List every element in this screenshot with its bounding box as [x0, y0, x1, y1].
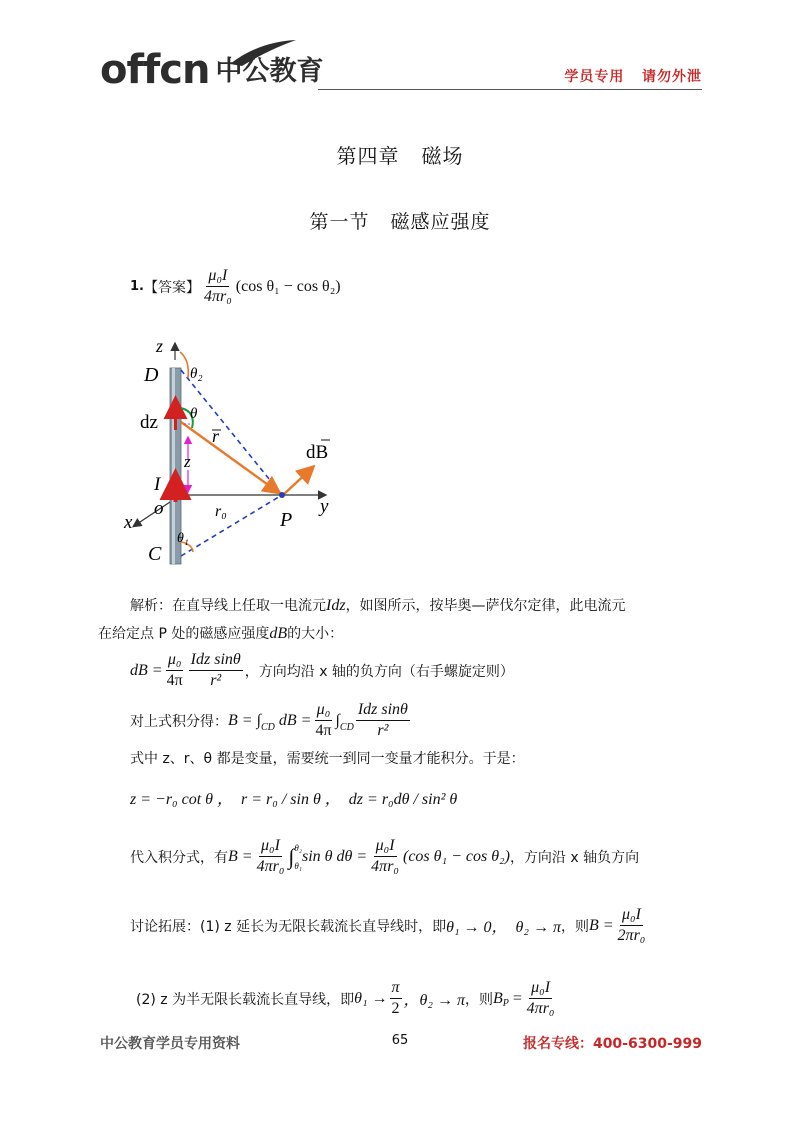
equation-integral: 对上式积分得： B = ∫ $_{CD}$ dB = $\frac{\text{μ₀}}{4\pi}$ ∫ $_{CD}$ $\frac{\text{Idz sinθ}}{\text{r²}}$: [130, 701, 408, 739]
label-theta1: θ₁: [177, 531, 189, 546]
answer-line: [130, 266, 341, 307]
label-dz: dz: [140, 412, 158, 433]
chapter-title: 第四章 磁场: [336, 144, 464, 168]
logo-text-cn: 中公教育: [215, 56, 324, 87]
r-vector: [181, 422, 278, 492]
variables-note: 式中 z、r、θ 都是变量，需要统一到同一变量才能积分。于是：: [130, 751, 525, 767]
answer-label: 【答案】: [143, 279, 200, 296]
label-theta: θ: [190, 406, 198, 422]
x-axis-line: [134, 502, 170, 526]
line-CP: [181, 495, 282, 556]
label-I: I: [154, 474, 161, 495]
biot-savart-figure: [120, 330, 350, 570]
footer-hotline: 报名专线：400-6300-999: [522, 1036, 702, 1052]
label-z-distance: z: [184, 452, 191, 471]
discussion-infinite: 讨论拓展：(1) z 延长为无限长载流长直导线时，即 θ₁ → 0， θ₂ → π ，则 B = $\frac{\text{μ₀I}}{\text{2πr₀}}$: [130, 906, 646, 944]
substitution-equations: z = −r₀ cot θ ， r = r₀ / sin θ ， dz = r₀dθ / sin² θ: [130, 791, 458, 808]
label-dB: dB: [306, 442, 329, 463]
label-O: o: [154, 498, 164, 519]
equation-result: 代入积分式，有 B = $\frac{\text{μ₀I}}{\text{4πr₀}}$ ∫ θ₂ θ₁ sin θ dθ = $\frac{\text{μ₀I}}{\text{4πr₀}}$ (cos θ₁ − cos θ₂) ，方向沿 x 轴负方向: [130, 837, 640, 875]
answer-number: 1.: [130, 279, 144, 294]
answer-fraction: $\frac{\text{μ₀I}}{\text{4πr₀}}$: [203, 267, 232, 305]
logo-text-en: offcn: [100, 47, 210, 93]
answer-tail: (cos θ₁ − cos θ₂): [235, 277, 341, 295]
dB-vector: [283, 468, 312, 495]
label-D: D: [144, 364, 159, 386]
label-C: C: [148, 543, 162, 565]
analysis-paragraph-2: 在给定点 P 处的磁感应强度dB的大小：: [98, 625, 344, 642]
header-note: 学员专用 请勿外泄: [564, 69, 702, 85]
analysis-paragraph: 解析：在直导线上任取一电流元Idz，如图所示，按毕奥—萨伐尔定律，此电流元: [130, 597, 626, 614]
section-title: 第一节 磁感应强度: [309, 211, 491, 233]
point-P-dot: [279, 492, 285, 498]
footer-left: 中公教育学员专用资料: [100, 1036, 240, 1052]
label-r-vector: r: [212, 426, 220, 446]
label-theta2: θ₂: [190, 366, 203, 382]
discussion-half-infinite: (2) z 为半无限长载流长直导线，即 θ₁ → $\frac{\pi}{2}$ ，θ₂ → π ，则 B $_P$ = $\frac{\text{μ₀I}}{\text{4πr₀}}$: [136, 979, 555, 1017]
label-P: P: [280, 509, 293, 531]
logo: [100, 46, 324, 93]
label-y-axis: y: [320, 496, 329, 517]
equation-dB: dB = $\frac{\text{μ₀}}{4\pi}$ $\frac{\text{Idz sinθ}}{\text{r²}}$ ，方向均沿 x 轴的负方向（右手螺旋定则）: [130, 651, 514, 689]
header-divider: [318, 89, 702, 90]
label-x-axis: x: [124, 512, 133, 533]
label-z-axis: z: [156, 336, 164, 356]
label-r0: r₀: [215, 503, 227, 520]
page-number: 65: [391, 1033, 409, 1048]
logo-swoosh-icon: [228, 38, 298, 68]
